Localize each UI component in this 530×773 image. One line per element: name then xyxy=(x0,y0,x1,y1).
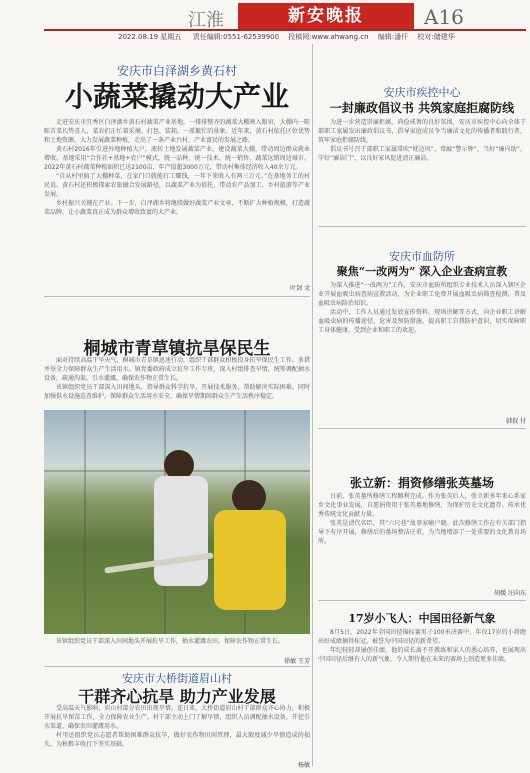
newspaper-logo: 新安晚报 xyxy=(238,3,414,29)
page-number: A16 xyxy=(424,5,464,29)
zhang-paragraph: 张英是清代名臣，其“六尺巷”故事家喻户晓。此次修缮工作在有关部门指导下有序开展，修缮后的墓场整洁庄重，为当地增添了一处重要的文化教育场所。 xyxy=(318,520,526,545)
zhang-body xyxy=(318,492,526,586)
jiangqiao-paragraph: 村里还组织党员志愿者帮助困难群众抗旱，做好农作物田间管理，最大限度减少旱情造成的损失，为秋粮丰收打下坚实基础。 xyxy=(44,732,310,748)
photo-person-head xyxy=(232,480,266,514)
lead-byline: 叶剑 文 xyxy=(290,285,310,292)
anti-kicker: 安庆市疾控中心 xyxy=(383,86,461,99)
field-photo xyxy=(44,410,310,634)
blood-paragraph: 为深入推进“一改两为”工作，安庆市血防所组织专业技术人员深入辖区企业开展血吸虫病查病宣教活动，为企业职工免费开展血吸虫病筛查检测，普及血吸虫病防治知识。 xyxy=(318,282,526,307)
lead-title: 小蔬菜撬动大产业 xyxy=(64,80,289,113)
section-rule xyxy=(318,226,526,227)
photo-detail xyxy=(84,410,86,634)
blood-body xyxy=(318,281,526,415)
lead-paragraph: “自从村里搞了大棚种菜，在家门口就能打工赚钱，一年下来收入有两三万元。”在基地务工的村民说。黄石村还积极探索农旅融合发展路径，以蔬菜产业为依托，带动农产品加工、乡村旅游等产业发展。 xyxy=(44,173,310,198)
region-label: 江淮 xyxy=(188,10,224,31)
zhang-byline: 胡媛 汪向东 xyxy=(494,590,526,597)
lead-paragraph: 黄石村2016年引进外地种植大户，流转土地发展蔬菜产业，建设蔬菜大棚，带动周边群众就业增收。基地采用“合作社+基地+农户”模式，统一品种、统一技术、统一销售，蔬菜远销周边城市。2022年黄石村蔬菜种植面积已达2100亩，年产值超3000万元，带动村集体经济收入40余万元。 xyxy=(44,146,310,171)
masthead-info: 2022.08.19 星期五 责任编辑:0551-62539900 投稿网:www.ahwang.cn 编辑:潘仟 校对:储建华 xyxy=(118,33,455,41)
photo-person-body xyxy=(214,510,286,610)
seventeen-body xyxy=(318,628,526,762)
tongcheng-paragraph: 该镇组织党员干部深入田间地头，指导群众科学抗旱，开展技术服务，帮助解决实际困难。同时加强供水设施巡查维护，保障群众生活用水安全，确保旱情期间群众生产生活秩序稳定。 xyxy=(44,384,310,400)
jiangqiao-byline: 杨敏 xyxy=(297,762,310,769)
zhang-title: 张立新：捐资修缮张英墓场 xyxy=(349,476,494,490)
section-rule xyxy=(318,428,526,429)
seventeen-paragraph: 8月5日，2022年全国田径锦标赛男子100米决赛中，年仅17岁的小将跑出好成绩摘得桂冠，被誉为中国田径的新希望。 xyxy=(318,629,526,645)
anti-body xyxy=(318,118,526,198)
tongcheng-paragraph: 面对持续高温干旱天气，桐城市青草镇迅速行动，组织干部群众积极投身抗旱保民生工作，多措并举全力保障群众生产生活用水。镇党委政府成立抗旱工作专班，深入村组排查旱情，统筹调配抽水设备，疏通沟渠，引水灌溉，确保农作物正常生长。 xyxy=(44,357,310,382)
section-rule xyxy=(44,666,310,667)
blood-kicker: 安庆市血防所 xyxy=(389,250,455,263)
lead-body xyxy=(44,118,310,282)
lead-kicker: 安庆市白泽湖乡黄石村 xyxy=(116,64,237,78)
tongcheng-body xyxy=(44,356,310,406)
tongcheng-title: 桐城市青草镇抗旱保民生 xyxy=(83,339,271,359)
column-divider xyxy=(312,44,313,766)
masthead-rule xyxy=(44,29,526,31)
jiangqiao-kicker: 安庆市大桥街道眉山村 xyxy=(122,672,232,685)
blood-title: 聚焦“一改两为” 深入企业查病宣教 xyxy=(336,265,508,278)
anti-paragraph: 为进一步营造崇廉拒腐、尚俭戒奢的良好氛围，安庆市疾控中心向全体干部职工家属发出廉政倡议书，倡导家庭成员争当廉洁文化的传播者和践行者，筑牢家庭拒腐防线。 xyxy=(318,119,526,144)
jiangqiao-body xyxy=(44,704,310,760)
blood-byline: 韩叙 付 xyxy=(506,418,526,425)
jiangqiao-paragraph: 受高温天气影响，眉山村部分农田出现旱情。连日来，大桥街道眉山村干部群众齐心协力，积极开展抗旱保苗工作，全力保障农业生产。村干部主动上门了解旱情，组织人员调配抽水设备，开挖引水渠道，确保农田灌溉用水。 xyxy=(44,705,310,730)
section-rule xyxy=(318,600,526,601)
photo-person-body xyxy=(154,476,208,586)
tongcheng-byline: 徐敏 王芳 xyxy=(284,658,310,665)
seventeen-title: 17岁小飞人：中国田径新气象 xyxy=(348,612,496,625)
tongcheng-caption: 该镇组织党员干部深入田间地头开展抗旱工作，抽水灌溉农田，保障农作物正常生长。 xyxy=(56,638,285,645)
section-rule xyxy=(44,296,310,297)
lead-paragraph: 走进安庆市宜秀区白泽湖乡黄石村蔬菜产业基地，一排排整齐的蔬菜大棚映入眼帘，大棚内一畦畦青菜长势喜人，菜农们正忙着采摘、打包、装箱，一派繁忙的景象。近年来，黄石村依托区位优势和土地资源，大力发展蔬菜种植，走出了一条产业兴村、产业富民的发展之路。 xyxy=(44,119,310,144)
jiangqiao-title: 干群齐心抗旱 助力产业发展 xyxy=(78,687,276,706)
seventeen-paragraph: 年纪轻轻却屡创佳绩，他的成长离不开教练和家人的悉心培养，也展现出中国田径后继有人的新气象，令人期待他在未来的赛场上创造更多佳绩。 xyxy=(318,647,526,663)
blood-paragraph: 活动中，工作人员通过发放宣传资料、现场讲解等方式，向企业职工讲解血吸虫病的传播途径、危害及预防措施，提高职工自我防护意识，切实保障职工身体健康，受到企业和职工的欢迎。 xyxy=(318,309,526,334)
lead-paragraph: 乡村振兴关键在产业。下一步，白泽湖乡将继续做好蔬菜产业文章，不断扩大种植规模，打造蔬菜品牌，让小蔬菜真正成为群众增收致富的大产业。 xyxy=(44,200,310,216)
zhang-paragraph: 日前，张英墓所修缮工程顺利完成。作为张英后人，张立新多年来心系家乡文化事业发展，自愿捐资用于张英墓地修缮，为保护历史文化遗存、传承优秀传统文化贡献力量。 xyxy=(318,493,526,518)
anti-title: 一封廉政倡议书 共筑家庭拒腐防线 xyxy=(329,101,515,115)
anti-paragraph: 倡议书号召干部职工家属常吹“枕边风”、常敲“警示钟”，当好“廉内助”，守好“廉洁门”，以良好家风促进清正廉洁。 xyxy=(318,146,526,162)
